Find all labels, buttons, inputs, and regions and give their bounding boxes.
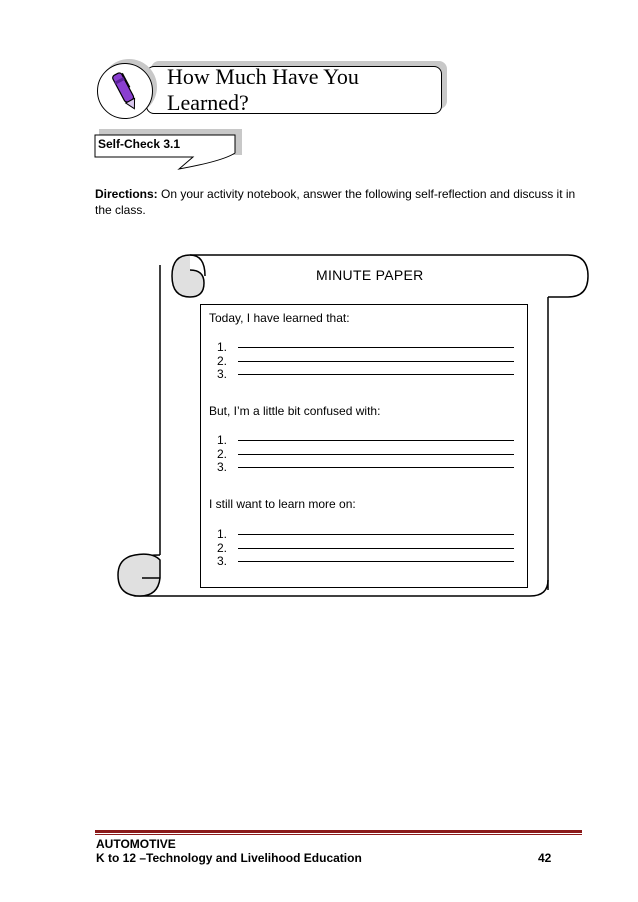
minute-paper-title: MINUTE PAPER bbox=[316, 267, 424, 283]
section-1-item-2: 2. bbox=[217, 354, 228, 368]
directions-label: Directions: bbox=[95, 187, 158, 201]
page-number: 42 bbox=[538, 851, 552, 865]
section-1-item-1: 1. bbox=[217, 340, 228, 354]
answer-line[interactable] bbox=[238, 374, 514, 375]
footer-subject: AUTOMOTIVE bbox=[96, 837, 176, 851]
answer-line[interactable] bbox=[238, 454, 514, 455]
answer-line[interactable] bbox=[238, 361, 514, 362]
answer-line[interactable] bbox=[238, 534, 514, 535]
section-2-item-2: 2. bbox=[217, 447, 228, 461]
footer-rule-thin bbox=[95, 834, 582, 835]
section-1-prompt: Today, I have learned that: bbox=[209, 311, 350, 325]
page-title: How Much Have You Learned? bbox=[167, 64, 359, 115]
footer-rule bbox=[95, 830, 582, 833]
section-3-item-2: 2. bbox=[217, 541, 228, 555]
section-1-item-3: 3. bbox=[217, 367, 228, 381]
section-3-item-1: 1. bbox=[217, 527, 228, 541]
answer-line[interactable] bbox=[238, 347, 514, 348]
section-2-item-3: 3. bbox=[217, 460, 228, 474]
section-3-prompt: I still want to learn more on: bbox=[209, 497, 356, 511]
directions-body: On your activity notebook, answer the following self-reflection and discuss it in the class. bbox=[95, 187, 576, 217]
footer-program: K to 12 –Technology and Livelihood Education bbox=[96, 851, 362, 865]
section-3-item-3: 3. bbox=[217, 554, 228, 568]
self-check-label: Self-Check 3.1 bbox=[98, 137, 181, 151]
section-2-prompt: But, I’m a little bit confused with: bbox=[209, 404, 381, 418]
answer-line[interactable] bbox=[238, 548, 514, 549]
answer-line[interactable] bbox=[238, 440, 514, 441]
section-2-item-1: 1. bbox=[217, 433, 228, 447]
answer-line[interactable] bbox=[238, 467, 514, 468]
answer-line[interactable] bbox=[238, 561, 514, 562]
